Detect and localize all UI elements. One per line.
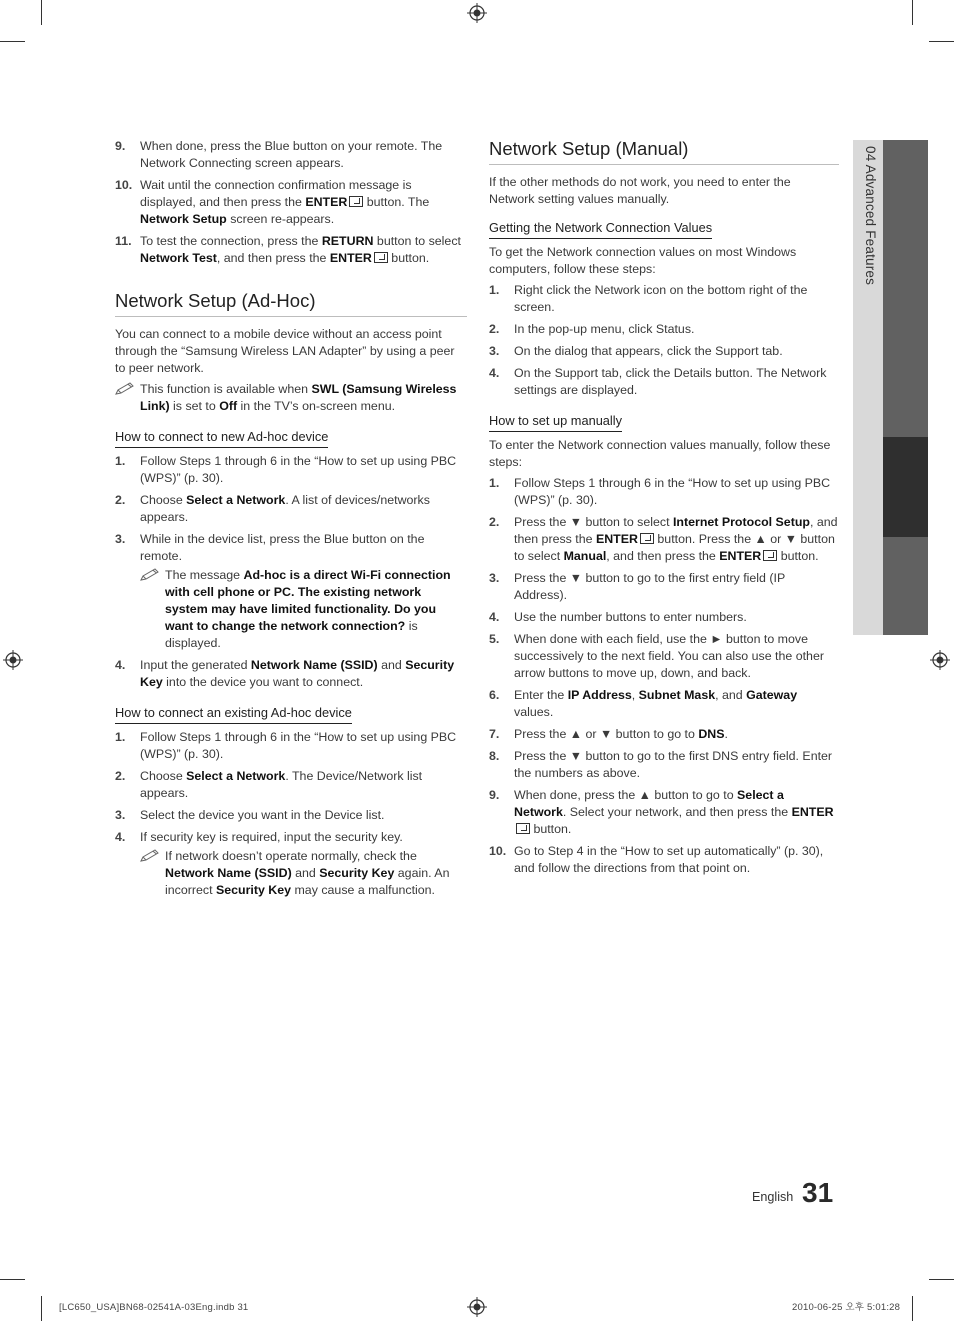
list-item — [115, 768, 467, 802]
pencil-note-icon — [140, 849, 160, 863]
step-number: 3. — [489, 571, 500, 585]
step-text: In the pop-up menu, click Status. — [514, 322, 695, 336]
step-number: 1. — [115, 730, 126, 744]
step-number: 10. — [115, 178, 133, 192]
list-item — [489, 475, 839, 509]
step-bold: Select a Network — [186, 493, 286, 507]
step-number: 9. — [489, 788, 500, 802]
step-number: 2. — [115, 493, 126, 507]
step-text: . Select your network, and then press the — [562, 805, 792, 819]
list-item — [115, 138, 467, 172]
note-text: may cause a malfunction. — [291, 883, 435, 897]
subsection-intro: To get the Network connection values on most Windows computers, follow these steps: — [489, 245, 797, 276]
note — [115, 381, 467, 415]
crop-mark — [41, 0, 42, 25]
existing-device-steps — [115, 729, 467, 899]
step-bold: Gateway — [746, 688, 798, 702]
section-title-adhoc: Network Setup (Ad-Hoc) — [115, 290, 467, 317]
step-bold: Network Test — [140, 251, 217, 265]
step-text: Follow Steps 1 through 6 in the “How to set up using PBC (WPS)” (p. 30). — [514, 476, 831, 507]
crop-mark — [912, 1296, 913, 1321]
footer-date-info: 2010-06-25 오후 5:01:28 — [792, 1302, 901, 1313]
list-item — [489, 570, 839, 604]
section-intro: You can connect to a mobile device without an access point through the “Samsung Wireless LAN Adapter” by using a peer to peer network. — [115, 327, 455, 375]
pencil-note-icon — [115, 382, 135, 396]
step-number: 1. — [489, 283, 500, 297]
enter-icon — [763, 550, 777, 561]
list-item — [115, 531, 467, 652]
step-number: 8. — [489, 749, 500, 763]
list-item — [489, 321, 839, 338]
step-text: Press the ▼ button to go to the first entry field (IP Address). — [514, 571, 785, 602]
step-bold: Manual — [563, 549, 607, 563]
list-item — [115, 657, 467, 691]
step-number: 10. — [489, 844, 507, 858]
note-text: The message — [165, 568, 244, 582]
step-text: , and then press the — [514, 515, 838, 546]
side-tab-block — [883, 537, 928, 635]
list-item — [115, 453, 467, 487]
step-text: screen re-appears. — [226, 212, 335, 226]
list-item — [489, 514, 839, 565]
step-text: Choose — [140, 493, 187, 507]
list-item — [115, 177, 467, 228]
step-bold: Network Setup — [140, 212, 227, 226]
step-text: Follow Steps 1 through 6 in the “How to set up using PBC (WPS)” (p. 30). — [140, 454, 457, 485]
step-number: 2. — [489, 515, 500, 529]
left-column — [115, 138, 467, 904]
note-text: is displayed. — [165, 619, 418, 650]
step-text: On the dialog that appears, click the Support tab. — [514, 344, 783, 358]
step-text: button. — [387, 251, 430, 265]
step-text: Follow Steps 1 through 6 in the “How to set up using PBC (WPS)” (p. 30). — [140, 730, 457, 761]
right-column — [489, 138, 839, 882]
step-number: 5. — [489, 632, 500, 646]
step-text: values. — [514, 705, 554, 719]
step-text: Press the ▼ button to go to the first DNS entry field. Enter the numbers as above. — [514, 749, 833, 780]
list-item — [115, 807, 467, 824]
step-text: While in the device list, press the Blue button on the remote. — [140, 532, 425, 563]
enter-icon — [374, 252, 388, 263]
list-item — [489, 748, 839, 782]
step-number: 2. — [489, 322, 500, 336]
step-text: Press the ▼ button to select — [514, 515, 673, 529]
step-bold: Security Key — [140, 658, 455, 689]
page-number: 31 — [802, 1177, 834, 1208]
step-number: 6. — [489, 688, 500, 702]
subheading-connection-values: Getting the Network Connection Values — [489, 220, 712, 239]
crop-mark — [0, 1279, 25, 1280]
list-item — [115, 729, 467, 763]
step-text: button. — [777, 549, 819, 563]
step-number: 3. — [115, 532, 126, 546]
step-number: 4. — [489, 610, 500, 624]
step-text: button to select — [373, 234, 461, 248]
note-text: in the TV’s on-screen menu. — [237, 399, 396, 413]
connection-values-steps — [489, 282, 839, 399]
step-text: . A list of devices/networks appears. — [140, 493, 430, 524]
step-text: Go to Step 4 in the “How to set up automatically” (p. 30), and follow the directions from that point on. — [514, 844, 824, 875]
pencil-note-icon — [140, 568, 160, 582]
list-item — [489, 282, 839, 316]
step-number: 11. — [115, 234, 132, 248]
step-bold: Network Name (SSID) — [250, 658, 378, 672]
note-text: If network doesn’t operate normally, check the — [165, 849, 417, 863]
list-item — [489, 687, 839, 721]
step-bold: ENTER — [719, 549, 762, 563]
step-text: Select the device you want in the Device list. — [140, 808, 385, 822]
step-bold: IP Address — [567, 688, 632, 702]
setup-manually-steps — [489, 475, 839, 877]
list-item — [489, 726, 839, 743]
registration-mark-icon — [3, 650, 23, 670]
step-text: button. — [530, 822, 572, 836]
subheading-new-device: How to connect to new Ad-hoc device — [115, 429, 328, 448]
step-number: 3. — [489, 344, 500, 358]
step-bold: Select a Network — [186, 769, 286, 783]
step-text: Use the number buttons to enter numbers. — [514, 610, 747, 624]
note-bold: Ad-hoc is a direct Wi-Fi connection with cell phone or PC. The existing network system may have limited functionality. Do you want to change the network connection? — [165, 568, 451, 633]
step-text: , and then press the — [606, 549, 720, 563]
step-bold: Select a Network — [514, 788, 784, 819]
step-text: Choose — [140, 769, 187, 783]
step-number: 2. — [115, 769, 126, 783]
step-text: When done, press the Blue button on your remote. The Network Connecting screen appears. — [140, 139, 443, 170]
step-text: . — [724, 727, 728, 741]
crop-mark — [41, 1296, 42, 1321]
step-text: Right click the Network icon on the bottom right of the screen. — [514, 283, 808, 314]
step-number: 7. — [489, 727, 500, 741]
list-item — [115, 233, 467, 267]
step-bold: Internet Protocol Setup — [672, 515, 810, 529]
list-item — [489, 843, 839, 877]
note-text: again. An incorrect — [165, 866, 450, 897]
step-bold: ENTER — [329, 251, 372, 265]
step-bold: ENTER — [595, 532, 638, 546]
step-text: , and then press the — [216, 251, 330, 265]
chapter-label: 04 Advanced Features — [863, 146, 878, 286]
step-text: To test the connection, press the — [140, 234, 322, 248]
note — [140, 848, 467, 899]
section-title-manual: Network Setup (Manual) — [489, 138, 839, 165]
step-text: Wait until the connection confirmation message is displayed, and then press the — [140, 178, 412, 209]
footer-language: English — [752, 1190, 794, 1204]
note-bold: Off — [219, 399, 238, 413]
note-bold: Security Key — [319, 866, 395, 880]
step-number: 4. — [115, 658, 126, 672]
list-item — [489, 365, 839, 399]
step-text: into the device you want to connect. — [162, 675, 364, 689]
step-bold: RETURN — [321, 234, 374, 248]
footer-file-info: [LC650_USA]BN68-02541A-03Eng.indb 31 — [59, 1302, 249, 1313]
step-text: . The Device/Network list appears. — [140, 769, 423, 800]
note-text: This function is available when — [140, 382, 312, 396]
subheading-setup-manually: How to set up manually — [489, 413, 622, 432]
step-number: 9. — [115, 139, 126, 153]
enter-icon — [349, 196, 363, 207]
step-text: , — [631, 688, 639, 702]
step-number: 1. — [115, 454, 126, 468]
note-bold: Network Name (SSID) — [165, 866, 292, 880]
enter-icon — [516, 823, 530, 834]
step-text: When done, press the ▲ button to go to — [514, 788, 738, 802]
step-bold: ENTER — [791, 805, 834, 819]
note-text: is set to — [169, 399, 220, 413]
crop-mark — [912, 0, 913, 25]
section-intro: If the other methods do not work, you need to enter the Network setting values manually. — [489, 175, 791, 206]
chapter-side-tab — [853, 140, 928, 635]
list-item — [115, 829, 467, 899]
step-text: button. Press the ▲ or ▼ button to select — [514, 532, 835, 563]
subsection-intro: To enter the Network connection values manually, follow these steps: — [489, 438, 831, 469]
new-device-steps — [115, 453, 467, 691]
step-number: 4. — [115, 830, 126, 844]
step-text: and — [377, 658, 406, 672]
step-bold: DNS — [698, 727, 725, 741]
step-text: On the Support tab, click the Details button. The Network settings are displayed. — [514, 366, 827, 397]
step-number: 1. — [489, 476, 500, 490]
step-number: 3. — [115, 808, 126, 822]
list-item — [489, 609, 839, 626]
step-text: If security key is required, input the security key. — [140, 830, 403, 844]
registration-mark-icon — [467, 3, 487, 23]
step-bold: Subnet Mask — [638, 688, 716, 702]
list-item — [489, 787, 839, 838]
continued-steps — [115, 138, 467, 267]
note-bold: SWL (Samsung Wireless Link) — [140, 382, 457, 413]
note — [140, 567, 467, 652]
step-text: Input the generated — [140, 658, 251, 672]
crop-mark — [929, 1279, 954, 1280]
list-item — [489, 631, 839, 682]
step-text: , and — [715, 688, 747, 702]
side-tab-active-block — [883, 437, 928, 537]
step-number: 4. — [489, 366, 500, 380]
registration-mark-icon — [467, 1297, 487, 1317]
step-bold: ENTER — [305, 195, 348, 209]
list-item — [489, 343, 839, 360]
step-text: Press the ▲ or ▼ button to go to — [514, 727, 699, 741]
subheading-existing-device: How to connect an existing Ad-hoc device — [115, 705, 352, 724]
list-item — [115, 492, 467, 526]
step-text: Enter the — [514, 688, 568, 702]
step-text: button. The — [363, 195, 430, 209]
note-bold: Security Key — [215, 883, 292, 897]
enter-icon — [640, 533, 654, 544]
crop-mark — [929, 41, 954, 42]
crop-mark — [0, 41, 25, 42]
step-text: When done with each field, use the ► button to move successively to the next field. You can also use the other arrow buttons to move up, down, and back. — [514, 632, 824, 680]
registration-mark-icon — [930, 650, 950, 670]
note-text: and — [291, 866, 320, 880]
side-tab-block — [883, 140, 928, 437]
